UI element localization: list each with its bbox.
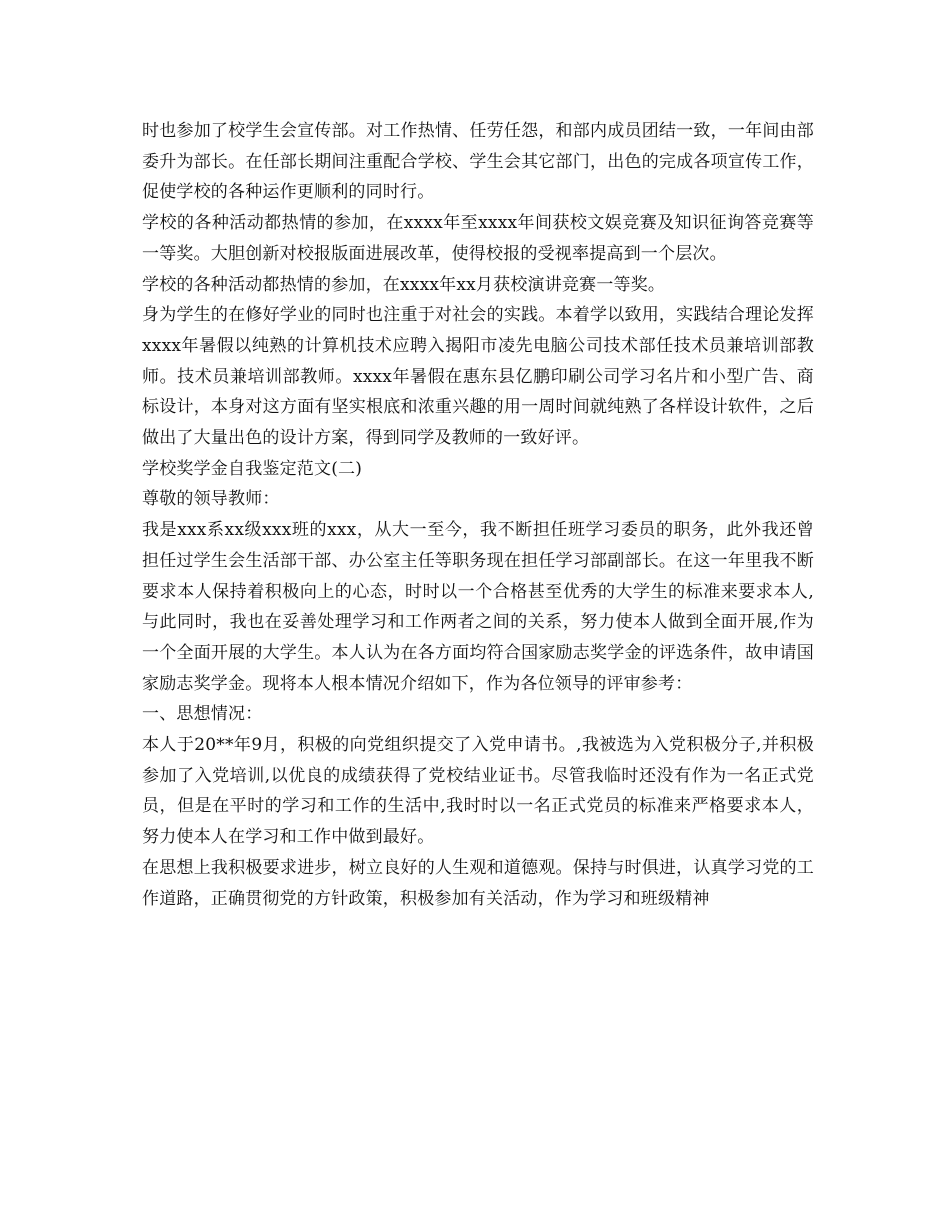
paragraph-4: 身为学生的在修好学业的同时也注重于对社会的实践。本着学以致用，实践结合理论发挥xxxx年暑假以纯熟的计算机技术应聘入揭阳市凌先电脑公司技术部任技术员兼培训部教师。技术员兼培训部教师。xxxx年暑假在惠东县亿鹏印刷公司学习名片和小型广告、商标设计，本身对这方面有坚实根底和浓重兴趣的用一周时间就纯熟了各样设计软件，之后做出了大量出色的设计方案，得到同学及教师的一致好评。 xyxy=(142,305,814,449)
paragraph-1: 时也参加了校学生会宣传部。对工作热情、任劳任怨，和部内成员团结一致，一年间由部委升为部长。在任部长期间注重配合学校、学生会其它部门，出色的完成各项宣传工作，促使学校的各种运作更顺利的同时行。 xyxy=(142,121,814,203)
document-body xyxy=(142,116,814,914)
paragraph-6: 本人于20**年9月，积极的向党组织提交了入党申请书。,我被选为入党积极分子,并积极参加了入党培训,以优良的成绩获得了党校结业证书。尽管我临时还没有作为一名正式党员，但是在平时的学习和工作的生活中,我时时以一名正式党员的标准来严格要求本人，努力使本人在学习和工作中做到最好。 xyxy=(142,735,814,848)
paragraph-7: 在思想上我积极要求进步，树立良好的人生观和道德观。保持与时俱进，认真学习党的工作道路，正确贯彻党的方针政策，积极参加有关活动，作为学习和班级精神 xyxy=(142,857,814,909)
paragraph-2: 学校的各种活动都热情的参加，在xxxx年至xxxx年间获校文娱竞赛及知识征询答竞赛等一等奖。大胆创新对校报版面进展改革，使得校报的受视率提高到一个层次。 xyxy=(142,213,814,264)
paragraph-5: 我是xxx系xx级xxx班的xxx，从大一至今，我不断担任班学习委员的职务，此外我还曾担任过学生会生活部干部、办公室主任等职务现在担任学习部副部长。在这一年里我不断要求本人保持着积极向上的心态，时时以一个合格甚至优秀的大学生的标准来要求本人,与此同时，我也在妥善处理学习和工作两者之间的关系，努力使本人做到全面开展,作为一个全面开展的大学生。本人认为在各方面均符合国家励志奖学金的评选条件，故申请国家励志奖学金。现将本人根本情况介绍如下，作为各位领导的评审参考： xyxy=(142,520,814,694)
section-heading-ideology: 一、思想情况： xyxy=(142,704,263,725)
section-title: 学校奖学金自我鉴定范文(二) xyxy=(142,458,363,479)
salutation: 尊敬的领导教师： xyxy=(142,489,280,510)
paragraph-3: 学校的各种活动都热情的参加，在xxxx年xx月获校演讲竞赛一等奖。 xyxy=(142,274,666,295)
